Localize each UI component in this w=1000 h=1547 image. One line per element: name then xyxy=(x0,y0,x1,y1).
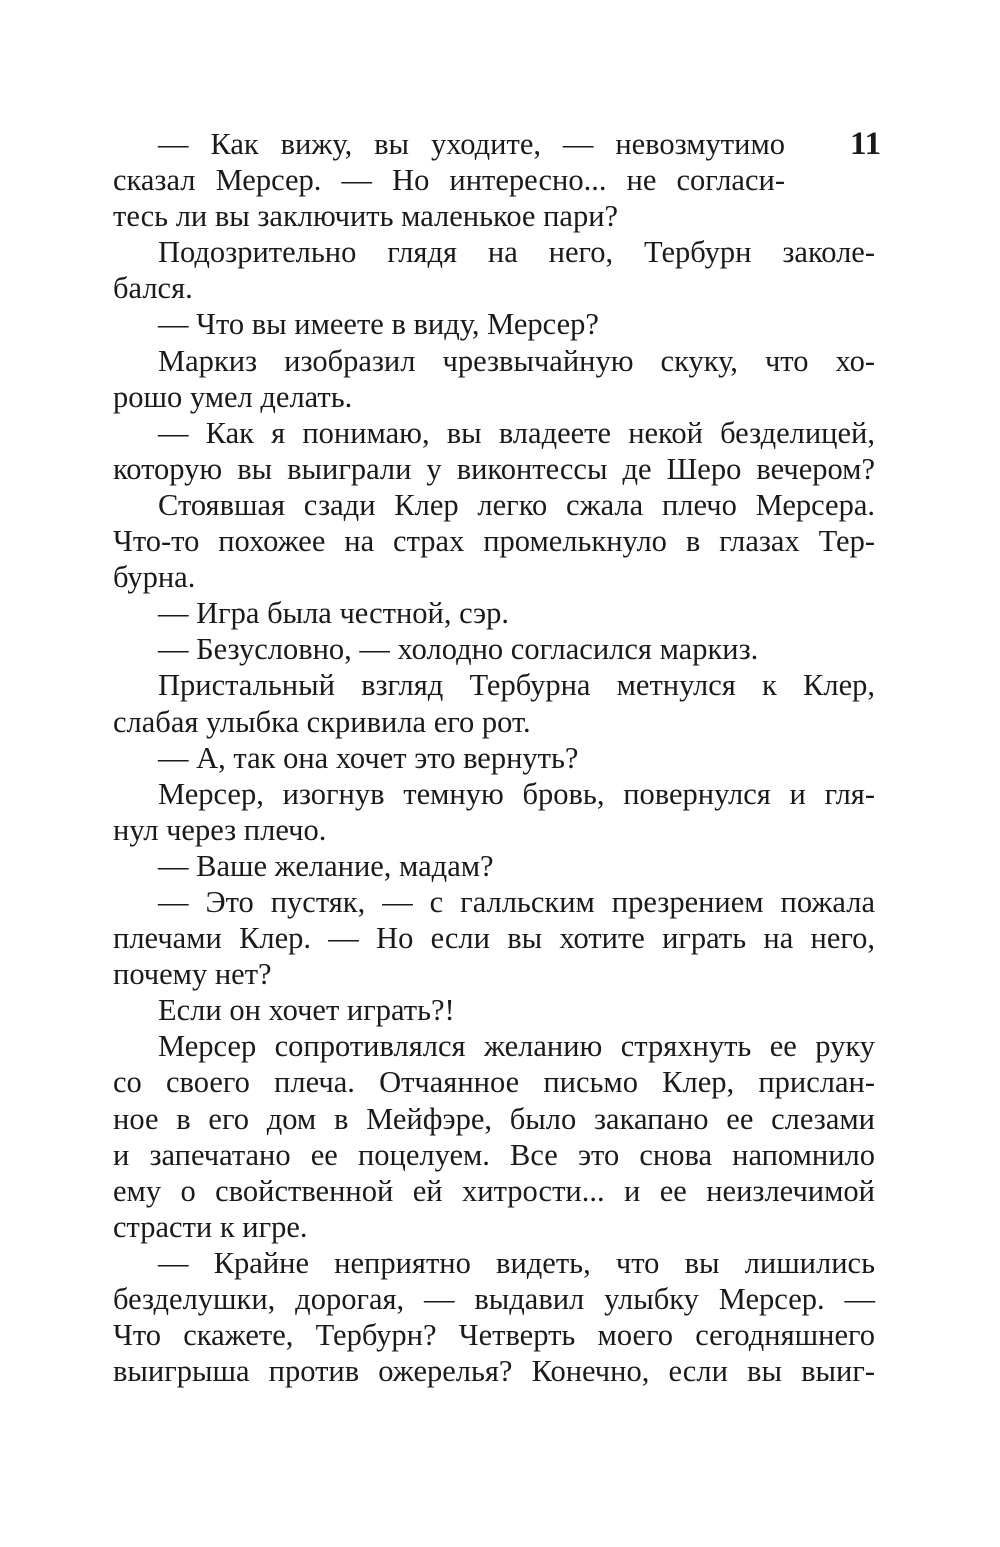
text-line: ное в его дом в Мейфэре, было закапано ее слезами xyxy=(113,1101,875,1136)
paragraph-first-line: Если он хочет играть?! xyxy=(158,993,455,1028)
text-line: тесь ли вы заключить маленькое пари? xyxy=(113,199,619,234)
paragraph-first-line: — Как я понимаю, вы владеете некой безделицей, xyxy=(158,415,875,450)
paragraph-first-line: Мерсер, изогнув темную бровь, повернулся и гля- xyxy=(158,776,875,811)
text-line: ему о свойственной ей хитрости... и ее неизлечимой xyxy=(113,1173,875,1208)
text-line: выигрыша против ожерелья? Конечно, если вы выиг- xyxy=(113,1354,875,1389)
paragraph-first-line: Стоявшая сзади Клер легко сжала плечо Мерсера. xyxy=(158,487,875,522)
paragraph-first-line: Подозрительно глядя на него, Тербурн заколе- xyxy=(158,235,875,270)
text-line: слабая улыбка скривила его рот. xyxy=(113,704,531,739)
text-line: Что-то похожее на страх промелькнуло в глазах Тер- xyxy=(113,524,875,559)
paragraph-first-line: — Ваше желание, мадам? xyxy=(158,848,494,883)
paragraph-first-line: — Что вы имеете в виду, Мерсер? xyxy=(158,307,599,342)
text-line: страсти к игре. xyxy=(113,1209,308,1244)
page-number: 11 xyxy=(850,126,882,162)
paragraph-first-line: — Игра была честной, сэр. xyxy=(158,596,509,631)
paragraph-first-line: Мерсер сопротивлялся желанию стряхнуть ее руку xyxy=(158,1029,875,1064)
text-line: сказал Мерсер. — Но интересно... не согласи- xyxy=(113,163,785,198)
text-line: безделушки, дорогая, — выдавил улыбку Мерсер. — xyxy=(113,1282,875,1316)
text-line: и запечатано ее поцелуем. Все это снова напомнило xyxy=(113,1137,875,1172)
text-line: плечами Клер. — Но если вы хотите играть на него, xyxy=(113,921,875,956)
text-line: бался. xyxy=(113,271,193,306)
body-text xyxy=(113,126,875,1389)
paragraph-first-line: Пристальный взгляд Тербурна метнулся к Клер, xyxy=(158,668,875,703)
text-line: Что скажете, Тербурн? Четверть моего сегодняшнего xyxy=(113,1318,875,1353)
paragraph-first-line: — А, так она хочет это вернуть? xyxy=(158,740,579,775)
paragraph-first-line: — Это пустяк, — с галльским презрением пожала xyxy=(158,884,875,919)
paragraph-first-line: Маркиз изобразил чрезвычайную скуку, что хо- xyxy=(158,343,875,378)
text-line: рошо умел делать. xyxy=(113,379,353,414)
text-line: которую вы выиграли у виконтессы де Шеро вечером? xyxy=(113,451,875,486)
text-line: почему нет? xyxy=(113,957,272,992)
paragraph-first-line: — Безусловно, — холодно согласился маркиз. xyxy=(158,632,759,667)
text-line: бурна. xyxy=(113,560,196,595)
text-line: со своего плеча. Отчаянное письмо Клер, прислан- xyxy=(113,1065,875,1100)
paragraph-first-line: — Крайне неприятно видеть, что вы лишились xyxy=(158,1245,875,1280)
text-line: нул через плечо. xyxy=(113,812,327,847)
paragraph-first-line: — Как вижу, вы уходите, — невозмутимо xyxy=(158,127,785,161)
